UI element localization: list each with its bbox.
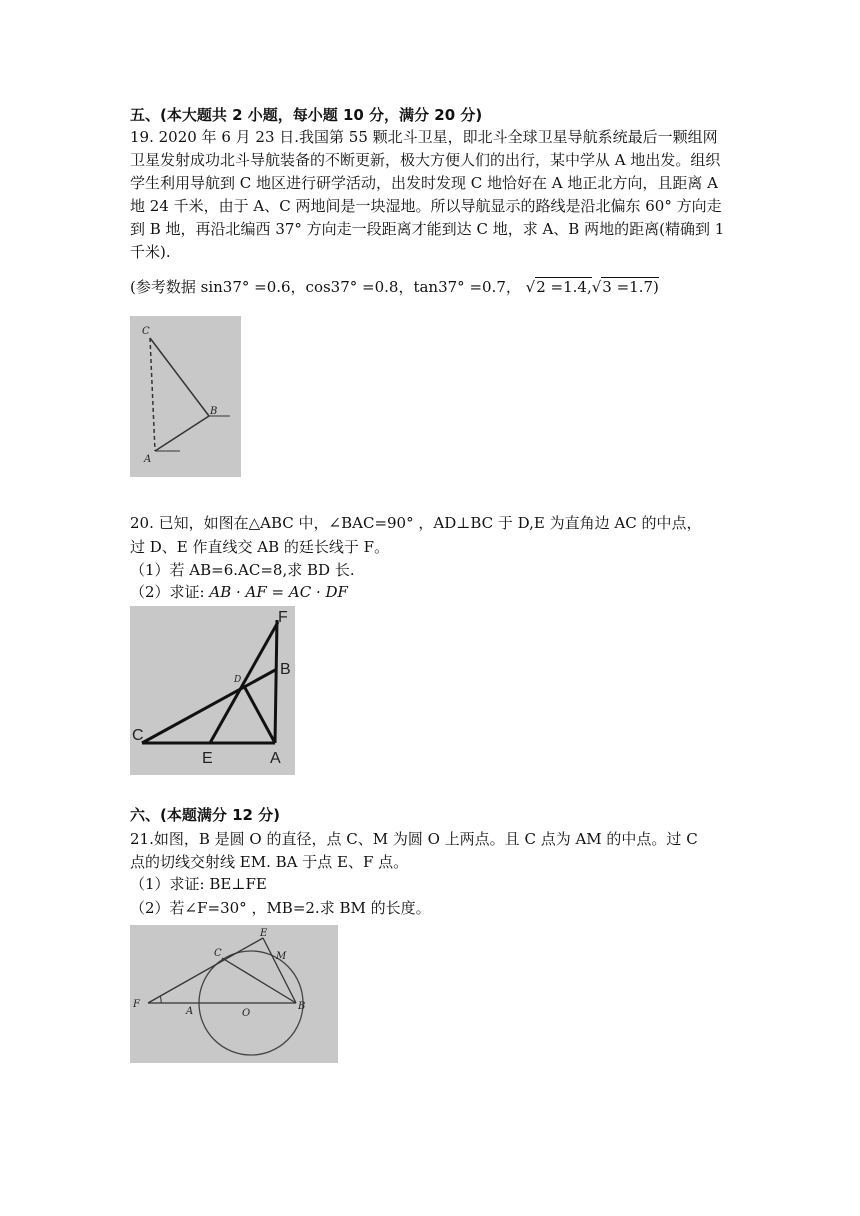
label-c: C xyxy=(214,948,222,959)
label-b: B xyxy=(210,406,218,417)
label-e: E xyxy=(260,928,268,939)
tangent-fe xyxy=(148,938,263,1003)
label-f: F xyxy=(133,999,140,1010)
part-2-equation: AB · AF = AC · DF xyxy=(209,583,348,601)
question-20-line-1: 20. 已知，如图在△ABC 中，∠BAC=90° ，AD⊥BC 于 D,E 为直角边 AC 的中点， xyxy=(130,514,702,532)
reference-data-sqrt2: 2 =1.4, xyxy=(536,278,592,296)
label-d: D xyxy=(234,675,242,685)
question-21-line-1: 21.如图，B 是圆 O 的直径，点 C、M 为圆 O 上两点。且 C 点为 AM 的中点。过 C xyxy=(130,830,698,848)
angle-f-mark xyxy=(160,996,161,1003)
label-b: B xyxy=(298,1001,306,1012)
question-20-part-2 xyxy=(130,581,348,602)
line-cb xyxy=(150,338,209,416)
sqrt-symbol: √ xyxy=(591,278,602,296)
question-21-line-2: 点的切线交射线 EM. BA 于点 E、F 点。 xyxy=(130,853,409,871)
figure-21-svg xyxy=(130,925,338,1063)
reference-data-sqrt3: 3 =1.7) xyxy=(602,278,659,296)
question-20-part-1: （1）若 AB=6.AC=8,求 BD 长. xyxy=(130,561,355,579)
line-ad xyxy=(244,686,275,743)
question-19-reference-data xyxy=(130,276,659,297)
question-19-figure xyxy=(130,316,241,477)
question-21-figure xyxy=(130,925,338,1063)
section-6-heading: 六、(本题满分 12 分) xyxy=(130,806,281,824)
sqrt-symbol: √ xyxy=(525,278,536,296)
label-b: B xyxy=(280,661,291,678)
label-a: A xyxy=(270,750,281,767)
section-5-heading: 五、(本大题共 2 小题，每小题 10 分，满分 20 分) xyxy=(130,106,483,124)
line-cb xyxy=(142,669,277,743)
question-20-figure xyxy=(130,606,295,775)
label-e: E xyxy=(202,750,213,767)
line-af xyxy=(275,620,277,743)
line-ef xyxy=(210,622,278,743)
label-o: O xyxy=(242,1008,251,1019)
figure-19-svg xyxy=(130,316,241,477)
figure-20-svg xyxy=(130,606,295,775)
label-m: M xyxy=(276,951,287,962)
question-21-part-1: （1）求证: BE⊥FE xyxy=(130,875,267,893)
line-ac xyxy=(150,338,155,451)
label-a: A xyxy=(186,1006,194,1017)
part-2-prefix: （2）求证: xyxy=(130,583,210,601)
line-ab xyxy=(155,416,209,451)
label-f: F xyxy=(278,609,288,626)
label-c: C xyxy=(142,326,150,337)
question-20-line-2: 过 D、E 作直线交 AB 的廷长线于 F。 xyxy=(130,538,390,556)
label-c: C xyxy=(132,727,144,744)
question-21-part-2: （2）若∠F=30° ，MB=2.求 BM 的长度。 xyxy=(130,899,431,917)
reference-data-prefix: (参考数据 sin37° =0.6，cos37° =0.8，tan37° =0.7， xyxy=(130,278,521,296)
label-a: A xyxy=(144,454,152,465)
question-19-text: 19. 2020 年 6 月 23 日.我国第 55 颗北斗卫星，即北斗全球卫星导航系统最后一颗组网卫星发射成功北斗导航装备的不断更新，极大方便人们的出行，某中学从 A 地出发。组织学生利用导航到 C 地区进行研学活动，出发时发现 C 地恰好在 A 地正北方向，且距离 A 地 24 千米，由于 A、C 两地间是一块湿地。所以导航显示的路线是沿北偏东 60° 方向走到 B 地，再沿北编西 37° 方向走一段距离才能到达 C 地，求 A、B 两地的距离(精确到 1 千米). xyxy=(130,128,725,261)
